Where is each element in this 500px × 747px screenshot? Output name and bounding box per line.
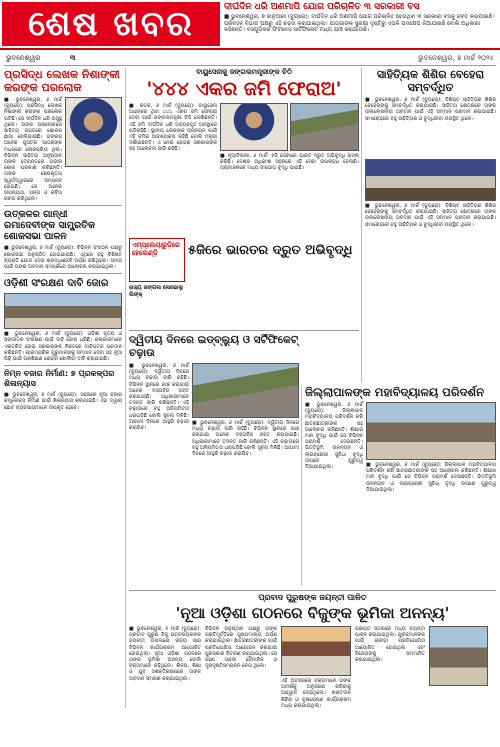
story-kicker: ପ୍ରବାଦ ପୁରୁଷଙ୍କ ଜୟନ୍ତୀ ପାଳିତ [258, 593, 367, 602]
middle-story [129, 334, 299, 589]
story-text: ■ ଭୁବନେଶ୍ୱର, ୬ ମାର୍ଚ୍ଚ (ବ୍ୟୁରୋ): ଜିଲ୍ଲାପାଳ ମହାବିଦ୍ୟାଳୟ ପରିଦର୍ଶନ କରି ଛାତ୍ରଛାତ୍ରୀଙ୍କ ସହ ଆଲୋଚନା କରିଛନ୍ତି। ଶିକ୍ଷାର ମାନ ବୃଦ୍ଧି ପାଇଁ ସେ ବିଭିନ୍ନ ପରାମର୍ଶ ଦେଇଛନ୍ତି। ଭିତ୍ତିଭୂମି ଉନ୍ନୟନ ଓ ଲାଇବ୍ରେରୀ ସୁବିଧା ବୃଦ୍ଧି ଉପରେ ଗୁରୁତ୍ୱ ଦିଆଯାଇଥିଲା। [305, 402, 363, 471]
story-text: ■ ଭୁବନେଶ୍ୱର, ୫ ମାର୍ଚ୍ଚ (ବ୍ୟୁରୋ): ପ୍ରବାଦ ପୁରୁଷ ବିଜୁ ପଟ୍ଟନାୟକଙ୍କ ଜୟନ୍ତୀ ଉପଲକ୍ଷେ ରାଜ୍ୟ ସାରା ବିଭିନ୍ନ କାର୍ଯ୍ୟକ୍ରମ ଆୟୋଜିତ ହୋଇଥିଲା। ନୂଆ ଓଡ଼ିଶା ଗଠନରେ ତାଙ୍କ ଭୂମିକା ଅନନ୍ୟ ବୋଲି ବକ୍ତାମାନେ କହିଥିଲେ। ଶିଳ୍ପ, ଶିକ୍ଷା ଓ ଯୁବ ସଶକ୍ତିକରଣରେ ତାଙ୍କ ଅବଦାନ ସ୍ମରଣ କରାଯାଇଥିଲା। [129, 626, 201, 682]
top-story [129, 68, 359, 238]
story-text: ■ ଭୁବନେଶ୍ୱର, ୬ ମାର୍ଚ୍ଚ (ବ୍ୟୁରୋ): ପ୍ରସିଦ୍ଧ ଲେଖକ ନିଶାଙ୍କୀ କରଙ୍କ ପରଲୋକ ଘଟିଛି। ସେ ଦୀର୍ଘଦିନ ଧରି ଅସୁସ୍ଥ ଥିଲେ। ତାଙ୍କ ପରଲୋକରେ ସାହିତ୍ୟ ଜଗତରେ ଶୋକର ଛାୟା ଖେଳିଯାଇଛି। ତାଙ୍କର ଅନେକ ପୁସ୍ତକ ପାଠକଙ୍କ ମଧ୍ୟରେ ଲୋକପ୍ରିୟ ଥିଲା। ବିଭିନ୍ନ ସାହିତ୍ୟ ଅନୁଷ୍ଠାନ ତାଙ୍କ ଦେହାନ୍ତରେ ଗଭୀର ଶୋକ ପ୍ରକାଶ କରିଛନ୍ତି। ତାଙ୍କ ଶେଷକୃତ୍ୟ ସ୍ୱର୍ଗଦ୍ୱାରରେ ସମ୍ପନ୍ନ ହୋଇଛି। ସେ ଅନେକ ଉପନ୍ୟାସ, ଗଳ୍ପ ଓ କବିତା ରଚନା କରିଥିଲେ। [4, 97, 62, 203]
page-date: ଭୁବନେଶ୍ୱର, ୭ ମାର୍ଚ୍ଚ ୨୦୨୪ [418, 54, 494, 62]
inset-box [129, 238, 185, 282]
story-photo [281, 626, 351, 676]
story-text: ■ ଭୁବନେଶ୍ୱର, ୬ ମାର୍ଚ୍ଚ (ବ୍ୟୁରୋ): ବିଶିଷ୍ଟ ସାହିତ୍ୟିକ ଶିଶିର ବେହେରାଙ୍କୁ ସମ୍ବର୍ଦ୍ଧିତ କରାଯାଇଛି। ସାହିତ୍ୟ କ୍ଷେତ୍ରରେ ତାଙ୍କ ଉଲ୍ଲେଖନୀୟ ଅବଦାନ ପାଇଁ ଏହି ସମ୍ମାନ ପ୍ରଦାନ କରାଯାଇଛି। ସମାରୋହରେ ବହୁ ସାହିତ୍ୟିକ ଓ ବୁଦ୍ଧିଜୀବୀ ଉପସ୍ଥିତ ଥିଲେ। [365, 203, 496, 228]
inset-text: ଏମ୍‌ପ୍ଲେୟାରୁଡ଼ିରେ ହେଲେଣ୍ଡ଼ି [132, 241, 180, 257]
story-photo [429, 626, 488, 686]
college-story [305, 385, 496, 585]
right-top-story [365, 68, 496, 383]
divider [129, 590, 496, 591]
newspaper-title: ଶେଷ ଖବର [2, 2, 220, 46]
story-title: ଓଡ଼ିଶୀ ସଂରକ୍ଷଣ ଦାବି ଜୋର [4, 278, 109, 290]
divider [129, 330, 359, 331]
story-photo [365, 159, 496, 201]
story-text: ■ ଭୁବନେଶ୍ୱର, ୬ ମାର୍ଚ୍ଚ (ବ୍ୟୁରୋ): ଜିଲ୍ଲାପାଳ ମହାବିଦ୍ୟାଳୟ ପରିଦର୍ଶନ କରି ଛାତ୍ରଛାତ୍ରୀଙ୍କ ସହ ଆଲୋଚନା କରିଛନ୍ତି। ଶିକ୍ଷାର ମାନ ବୃଦ୍ଧି ପାଇଁ ସେ ବିଭିନ୍ନ ପରାମର୍ଶ ଦେଇଛନ୍ତି। ଭିତ୍ତିଭୂମି ଉନ୍ନୟନ ଓ ଲାଇବ୍ରେରୀ ସୁବିଧା ବୃଦ୍ଧି ଉପରେ ଗୁରୁତ୍ୱ ଦିଆଯାଇଥିଲା। [366, 462, 496, 493]
top-rule [4, 65, 496, 66]
story-photo [220, 103, 288, 151]
story-headline: ଜିଲ୍ଲାପାଳଙ୍କ ମହାବିଦ୍ୟାଳୟ ପରିଦର୍ଶନ [305, 385, 485, 399]
masthead [0, 0, 500, 50]
story-text: ■ ଭୁବନେଶ୍ୱର, ୬ ମାର୍ଚ୍ଚ (ବ୍ୟୁରୋ): ଓଡ଼ିଶୀ ନୃତ୍ୟ ଓ ସଙ୍ଗୀତର ସଂରକ୍ଷଣ ପାଇଁ ଦାବି ଜୋର ଧରିଛି। କଳାକାରମାନେ ଏକତ୍ରିତ ହୋଇ ସରକାରଙ୍କ ନିକଟରେ ଦାବିପତ୍ର ପ୍ରଦାନ କରିଛନ୍ତି। ପାରମ୍ପରିକ ଗୁରୁମାନଙ୍କୁ ସମ୍ମାନ ଦେବା ସହ ନୂଆ ପିଢ଼ି ପାଇଁ ପ୍ରଶିକ୍ଷଣ କେନ୍ଦ୍ର ଖୋଲିବା ଦାବି କରାଯାଇଛି। [4, 331, 122, 363]
story-text: ■ ଭୁବନେଶ୍ୱର, ୬ ମାର୍ଚ୍ଚ (ବ୍ୟୁରୋ): ବିଶିଷ୍ଟ ସାହିତ୍ୟିକ ଶିଶିର ବେହେରାଙ୍କୁ ସମ୍ବର୍ଦ୍ଧିତ କରାଯାଇଛି। ସାହିତ୍ୟ କ୍ଷେତ୍ରରେ ତାଙ୍କ ଉଲ୍ଲେଖନୀୟ ଅବଦାନ ପାଇଁ ଏହି ସମ୍ମାନ ପ୍ରଦାନ କରାଯାଇଛି। ସମାରୋହରେ ବହୁ ସାହିତ୍ୟିକ ଓ ବୁଦ୍ଧିଜୀବୀ ଉପସ୍ଥିତ ଥିଲେ। [365, 97, 496, 122]
author-photo [65, 97, 122, 167]
growth-kicker-box [129, 285, 187, 325]
story-title: ପ୍ରସିଦ୍ଧ ଲେଖକ ନିଶାଙ୍କୀ କରଙ୍କ ପରଲୋକ [4, 68, 120, 94]
story-text: ■ ଭୁବନେଶ୍ୱର, ୬ ମାର୍ଚ୍ଚ (ବ୍ୟୁରୋ): ଦ୍ୱିତୀୟ ଦିନରେ ମଧ୍ୟ ଚଢ଼ାଉ ଜାରି ରହିଛି। ବିଭିନ୍ନ ସ୍ଥାନରେ ଯାଞ୍ଚ କରାଯାଇ ଅନେକ ଦସ୍ତାବିଜ ଜବତ କରାଯାଇଛି। ଅଧିକାରୀମାନେ ତଦନ୍ତ ଜାରି ରଖିଛନ୍ତି। ଏହି ଚଢ଼ାଉରେ ବହୁ ଅନିୟମିତତା ଧରାପଡ଼ିଛି ବୋଲି ସୂଚନା ମିଳିଛି। ଆଗାମୀ ଦିନରେ ଆହୁରି ଚଢ଼ାଉ କରାଯିବ। [192, 420, 299, 458]
story-text: ■ କଟକ, ୬ ମାର୍ଚ୍ଚ (ବ୍ୟୁରୋ): ବାୟୁସେନା ଅଧୀନରେ ଥିବା ୪୪୪ ଏକର ଜମି ଫେରାଇ ଦେବା ପାଇଁ ଜଙ୍ଗଲମନ୍ତ୍ରୀ ଚିଠି ଲେଖିଛନ୍ତି। ଏହି ଜମି ଦୀର୍ଘଦିନ ଧରି ଅବ୍ୟବହୃତ ଅବସ୍ଥାରେ ପଡ଼ିରହିଛି। ସ୍ଥାନୀୟ ଲୋକଙ୍କ ଉନ୍ନୟନ ପାଇଁ ଏହି ଜମିର ଆବଶ୍ୟକତା ରହିଛି ବୋଲି ମନ୍ତ୍ରୀ ଦର୍ଶାଇଛନ୍ତି। ଏ ନେଇ କେନ୍ଦ୍ର ସରକାରଙ୍କ ସହ ଆଲୋଚନା ଜାରି ରହିଛି। [129, 103, 217, 153]
story-text: ■ ଭୁବନେଶ୍ୱର, ୬ ମାର୍ଚ୍ଚ (ବ୍ୟୁରୋ): ସହରରେ ନୂଆ ବଜାର କମ୍ପ୍ଲେକ୍ସ ନିର୍ମାଣ ପାଇଁ ଶିଳାନ୍ୟାସ କରାଯାଇଛି। ଏହା ଦ୍ୱାରା ଛୋଟ ବ୍ୟବସାୟୀମାନେ ଉପକୃତ ହେବେ। [4, 392, 122, 411]
divider [4, 365, 122, 366]
bottom-story [129, 593, 496, 743]
story-headline: 'ନୂଆ ଓଡ଼ିଶା ଗଠନରେ ବିଜୁଙ୍କ ଭୂମିକା ଅନନ୍ୟ' [175, 604, 450, 622]
column-rule [125, 68, 126, 708]
page-section: ଭୁବନେଶ୍ୱର [6, 54, 41, 62]
ticker [224, 2, 498, 46]
story-headline: ୫ଜିରେ ଭାରତର ଦ୍ରୁତ ଅଭିବୃଦ୍ଧି [188, 243, 353, 258]
column-rule [301, 386, 302, 586]
story-text: ■ ନୂଆଦିଲ୍ଲୀ, ୬ ମାର୍ଚ୍ଚ: ୫ଜି ସେବାରେ ଭାରତ ଦ୍ରୁତ ଅଭିବୃଦ୍ଧି ହାସଲ କରିଛି। ଦେଶର ଅଧିକାଂଶ ସହରରେ ଏହି ସେବା ଉପଲବ୍ଧ ହେଲାଣି। ଗ୍ରାମାଞ୍ଚଳରେ ମଧ୍ୟ ସଂଯୋଗ ବୃଦ୍ଧି ପାଇଛି। [220, 153, 359, 172]
story-text: ବିଭିନ୍ନ ଅନୁଷ୍ଠାନ ପକ୍ଷରୁ ତାଙ୍କ ପ୍ରତିମୂର୍ତ୍ତିରେ ପୁଷ୍ପମାଲ୍ୟ ଅର୍ପଣ କରାଯାଇଥିଲା। ଛାତ୍ରଛାତ୍ରୀଙ୍କ ପାଇଁ ପ୍ରତିଯୋଗିତା ଆୟୋଜନ କରାଯାଇ ପୁରସ୍କାର ବିତରଣ କରାଯାଇଥିଲା। ସେ ଜଣେ ସାହସୀ ବୈମାନିକ ଓ ଦୂରଦୃଷ୍ଟିସମ୍ପନ୍ନ ନେତା ଥିଲେ। [205, 626, 277, 670]
left-column [4, 68, 122, 708]
story-photo [4, 293, 122, 329]
story-text: ■ ଭୁବନେଶ୍ୱର, ୬ ମାର୍ଚ୍ଚ (ବ୍ୟୁରୋ): ବିଭିନ୍ନ ସଂଗଠନ ପକ୍ଷରୁ ଶୋକସଭା ଅନୁଷ୍ଠିତ ହୋଇଯାଇଛି। ଏଥିରେ ବହୁ ବିଶିଷ୍ଟ ବ୍ୟକ୍ତି ଯୋଗ ଦେଇ ଶ୍ରଦ୍ଧାଞ୍ଜଳି ଅର୍ପଣ କରିଥିଲେ। ସମାଜ ପାଇଁ ତାଙ୍କ ଅବଦାନ ସମ୍ପର୍କରେ ଆଲୋଚନା କରାଯାଇଥିଲା। [4, 245, 122, 271]
story-kicker: ବାୟୁସେନାକୁ ଜଙ୍ଗଲମନ୍ତ୍ରୀଙ୍କ ଚିଠି [196, 68, 292, 76]
story-text: ଏହି ଅବସରରେ ବକ୍ତାମାନେ ତାଙ୍କ ଆଦର୍ଶକୁ ଅନୁସରଣ କରିବାକୁ ଆହ୍ୱାନ ଦେଇଥିଲେ। ରକ୍ତଦାନ ଶିବିର ଓ ବୃକ୍ଷରୋପଣ କାର୍ଯ୍ୟକ୍ରମ ମଧ୍ୟ କରାଯାଇଥିଲା। [281, 678, 351, 709]
divider [4, 205, 122, 206]
growth-story [188, 242, 388, 262]
page-number: ୩ [70, 54, 76, 62]
story-title: ଉତ୍କଳର ଗାନ୍ଧୀ ରମାଦେବୀଙ୍କ ସାମ୍ପ୍ରତିକ ଶୋକସଭା ପାଳନ [4, 209, 95, 243]
divider [4, 273, 122, 274]
story-headline: ଦ୍ୱିତୀୟ ଦିନରେ ଇଡ୍‌ବ୍ଲ୍ୟୁ ଓ ସର୍ଟିଫିକେଟ୍ ଚଢ଼ାଉ [129, 334, 299, 359]
story-title: ନିମ୍ନ ବଜାର ନିର୍ମାଣ: ୭ ପ୍ରକଳ୍ପର ଶିଳାନ୍ୟାସ [4, 369, 115, 389]
story-text: ପଞ୍ଚାୟତ ସ୍ତରରେ ମଧ୍ୟ ଜୟନ୍ତୀ ପାଳନ କରାଯାଇଥିଲା। ଯୁବକମାନଙ୍କ ପାଇଁ କ୍ରୀଡ଼ା ପ୍ରତିଯୋଗିତା ଆୟୋଜିତ ହୋଇଥିଲା ଏବଂ ବିଜେତାଙ୍କୁ ସମ୍ମାନିତ କରାଯାଇଥିଲା। [355, 626, 425, 664]
ticker-text: ■ ଭୁବନେଶ୍ୱର, ୭ ଜାନୁଆରୀ (ବ୍ୟୁରୋ): ଦୀର୍ଘଦିନ ଧରି ଅଣମାପି ଯୋଗ ପରିଚାଳିତ ହେଉଥିବା ୩ ସରକାରୀ ବସକୁ ଜବତ କରାଯାଇଛି। ପରିବହନ ବିଭାଗ ପକ୍ଷରୁ ଏହି ଚଢ଼ଉ କରାଯାଇଥିଲା। ଯାତ୍ରୀଙ୍କ ସୁରକ୍ଷା ଦୃଷ୍ଟିରୁ ଏଭଳି ପଦକ୍ଷେପ ନିଆଯାଇଛି ବୋଲି ଅଧିକାରୀ କହିଛନ୍ତି। ବସଗୁଡ଼ିକର ଫିଟନେସ ସାର୍ଟିଫିକେଟ ମଧ୍ୟ ଯାଞ୍ଚ କରାଯାଉଛି। [224, 14, 495, 34]
story-photo [290, 103, 359, 151]
column-rule [361, 68, 362, 383]
ticker-headline: ଦୀର୍ଘଦିନ ଧରି ଅଣମାପି ଯୋଗ ପରିଚାଳିତ ୩ ସରକାରୀ ବସ [224, 2, 420, 12]
story-photo [192, 363, 299, 418]
story-text: ■ ଭୁବନେଶ୍ୱର, ୬ ମାର୍ଚ୍ଚ (ବ୍ୟୁରୋ): ଦ୍ୱିତୀୟ ଦିନରେ ମଧ୍ୟ ଚଢ଼ାଉ ଜାରି ରହିଛି। ବିଭିନ୍ନ ସ୍ଥାନରେ ଯାଞ୍ଚ କରାଯାଇ ଅନେକ ଦସ୍ତାବିଜ ଜବତ କରାଯାଇଛି। ଅଧିକାରୀମାନେ ତଦନ୍ତ ଜାରି ରଖିଛନ୍ତି। ଏହି ଚଢ଼ାଉରେ ବହୁ ଅନିୟମିତତା ଧରାପଡ଼ିଛି ବୋଲି ସୂଚନା ମିଳିଛି। ଆଗାମୀ ଦିନରେ ଆହୁରି ଚଢ଼ାଉ କରାଯିବ। [129, 363, 189, 432]
story-kicker: ରାଜ୍ୟ ଜଙ୍ଗଲ ନୋଭୋଲୁ ଲିଙ୍କ୍ [129, 285, 184, 298]
story-headline: '୪୪୪ ଏକର ଜମି ଫେରାଅ' [146, 78, 342, 100]
story-photo [366, 402, 496, 460]
story-title: ସାହିତ୍ୟିକ ଶିଶିର ବେହେରା ସମ୍ବର୍ଦ୍ଧିତ [376, 68, 485, 94]
